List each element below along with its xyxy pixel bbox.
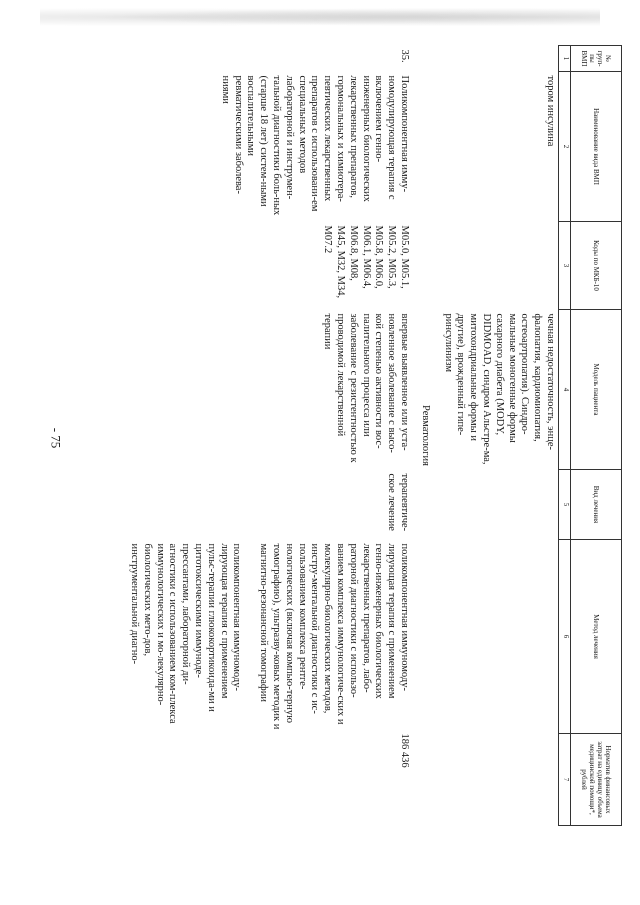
header-name: Наименование вида ВМП [571,72,622,222]
header-group: № груп-пы ВМП [571,46,622,72]
row-methods [125,540,412,734]
header-method: Метод лечения [571,540,622,734]
scan-artifact [40,6,600,28]
section-title: Ревматология [419,405,431,466]
vmp-table [125,45,622,826]
row-group-number: 35. [399,49,411,63]
column-number-row [559,46,571,826]
col-number: 5 [559,470,571,540]
row-cost: 186 436 [399,733,411,768]
col-number: 1 [559,46,571,72]
row-method-1: поликомпонентная иммуномоду-лирующая терапия с применением генно-инженерных биологических лекарственных препаратов, лабо-раторной диагностики с использо-ванием комплекса иммунологиче-ских и молекулярно-биологических методов, инстру-ментальной диагностики с ис-пользованием комплекса рентге-нологических (включая компью-терную томографию), ультразву-ковых методик и магнитно-резонансной томографии [258,543,411,730]
header-cost: Норматив финансовых затрат на единицу объема медицинской помощи*, рублей [571,734,622,826]
row-patient-model: впервые выявленное или уста-новленное заболевание с высо-кой степенью активности вос-палительного процесса или заболевание с резистентностью к проводимой лекарственной терапии [322,313,411,463]
continuation-row [439,46,559,826]
table-row [125,46,412,826]
row-vmp-name: Поликомпонентная имму-номодулирующая терапия с включением генно-инженерных биологических лекарственных препаратов, гормональных и химиотера-певтических лекарственных препаратов с использовани-ем специальных методов лабораторной и инструмен-тальной диагностики боль-ных (старше 18 лет) систем-ными воспалительными ревматическими заболева-ниями [219,75,411,216]
header-model: Модель пациента [571,310,622,470]
col-number: 3 [559,222,571,310]
col-number: 4 [559,310,571,470]
page-number: - 75 [48,427,64,449]
col-number: 7 [559,734,571,826]
continuation-name: тором инсулина [545,75,556,147]
row-method-2: поликомпонентная иммуномоду-лирующая терапия с применением пульс-терапии глюкокортикоида-ми и цитотоксическими иммуноде-прессантами, лабораторной ди-агностики с использованием ком-плекса иммунологических и мо-лекулярно-биологических мето-дов, инструментальной диагно- [129,543,243,724]
header-row [571,46,622,826]
header-treatment: Вид лечения [571,470,622,540]
section-row [412,46,439,826]
col-number: 2 [559,72,571,222]
header-codes: Коды по МКБ-10 [571,222,622,310]
rotated-page-content [122,45,622,825]
continuation-model: чечная недостаточность, энце-фалопатия, кардиомиопатия, остеоартропатия). Синдро-мальные моногенные формы сахарного диабета (MODY, DIDMOAD, синдром Альстре-ма, митохондриальные формы и другие), врожденный гипе-ринсулинизм [442,313,556,465]
row-icd-codes: M05.0, M05.1, M05.2, M05.3, M05.8, M06.0, M06.1, M06.4, M06.8, M08, M45, M32, M34, M07.2 [322,225,411,299]
row-treatment-type: терапевтиче-ское лечение [386,473,411,532]
col-number: 6 [559,540,571,734]
